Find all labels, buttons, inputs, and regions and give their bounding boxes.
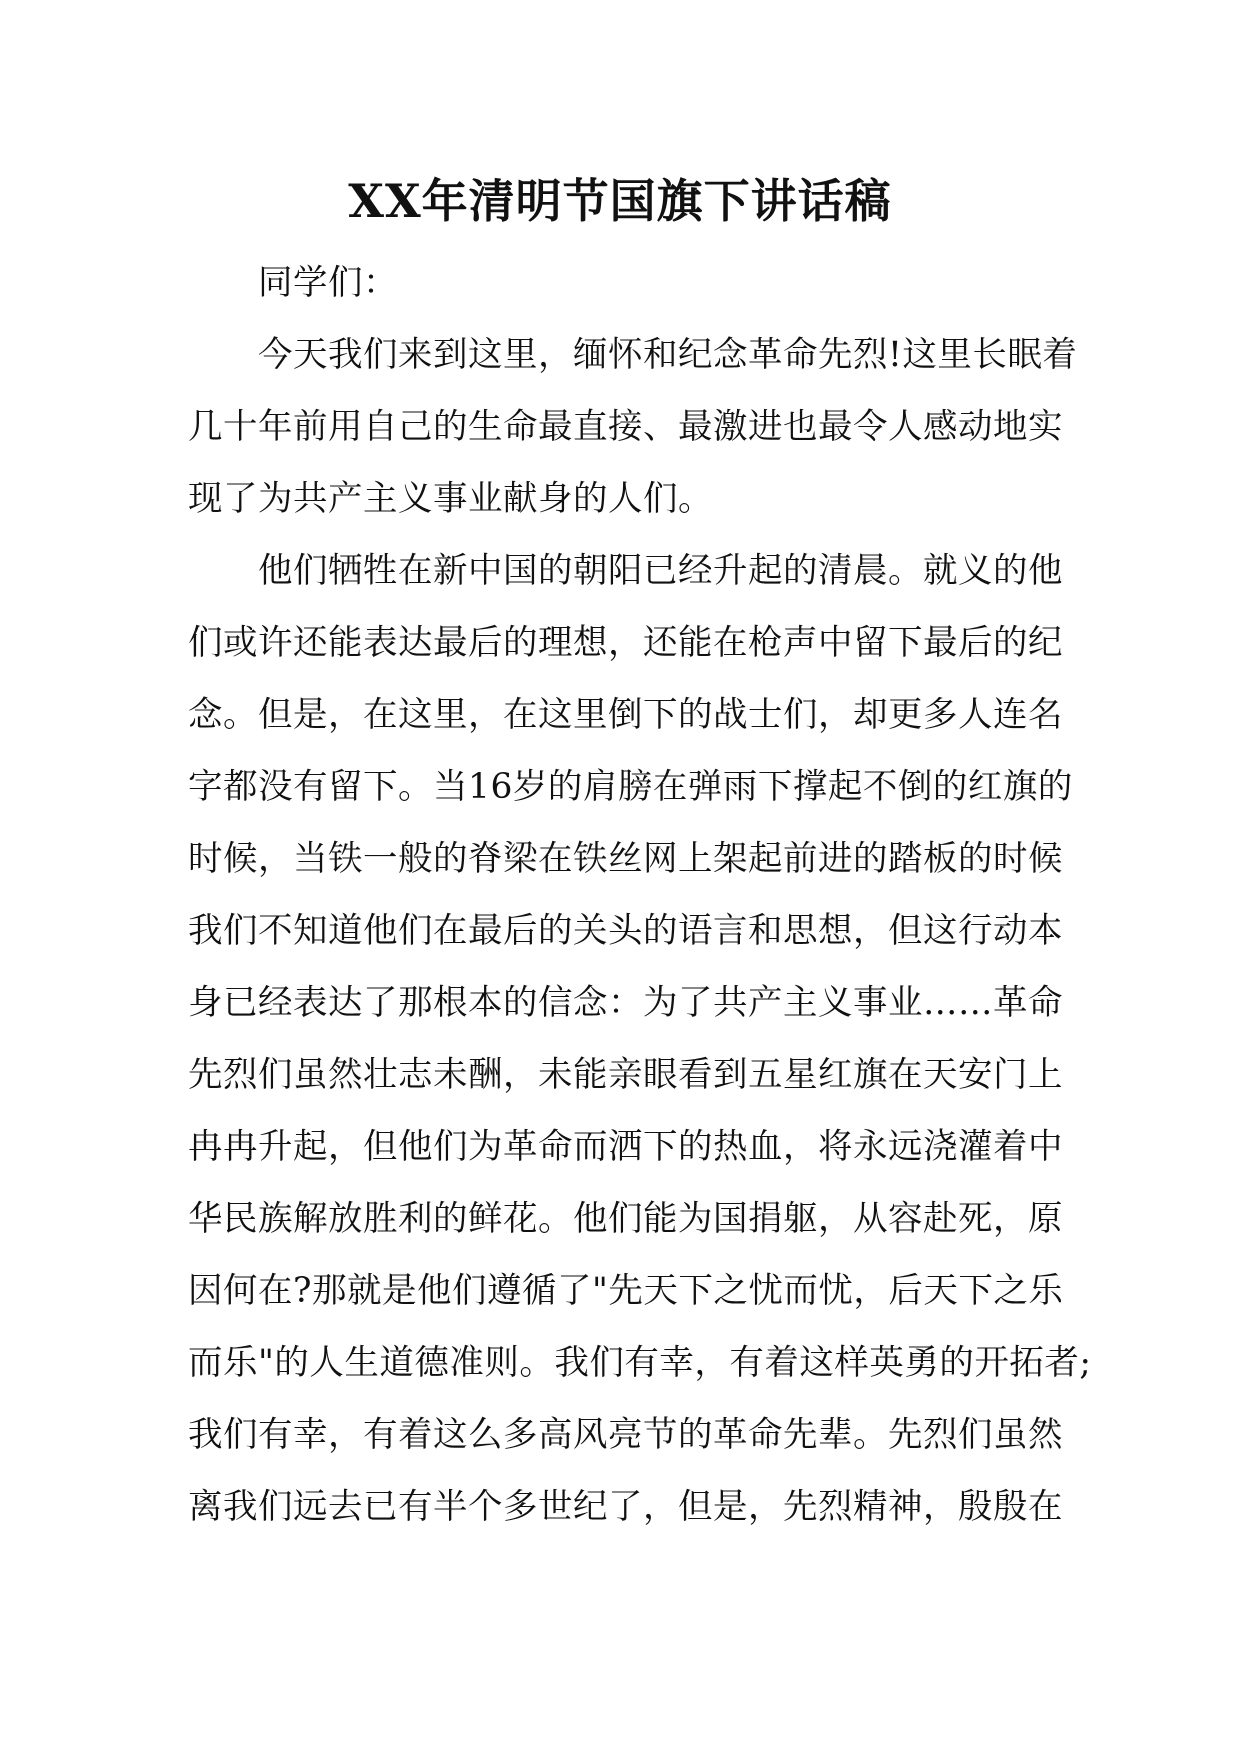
text-line: 我们有幸，有着这么多高风亮节的革命先辈。先烈们虽然	[188, 1415, 1063, 1455]
text-line: 他们牺牲在新中国的朝阳已经升起的清晨。就义的他	[188, 551, 1063, 591]
text-line: 因何在?那就是他们遵循了"先天下之忧而忧，后天下之乐	[188, 1271, 1064, 1311]
text-line: 念。但是，在这里，在这里倒下的战士们，却更多人连名	[188, 695, 1063, 735]
text-line: 而乐"的人生道德准则。我们有幸，有着这样英勇的开拓者;	[188, 1343, 1092, 1383]
text-line: 我们不知道他们在最后的关头的语言和思想，但这行动本	[188, 911, 1063, 951]
text-line: 冉冉升起，但他们为革命而洒下的热血，将永远浇灌着中	[188, 1127, 1063, 1167]
text-line: 时候，当铁一般的脊梁在铁丝网上架起前进的踏板的时候	[188, 839, 1063, 879]
text-line: 今天我们来到这里，缅怀和纪念革命先烈!这里长眠着	[188, 335, 1078, 375]
text-line: 先烈们虽然壮志未酬，未能亲眼看到五星红旗在天安门上	[188, 1055, 1063, 1095]
text-line: 们或许还能表达最后的理想，还能在枪声中留下最后的纪	[188, 623, 1063, 663]
text-line: 离我们远去已有半个多世纪了，但是，先烈精神，殷殷在	[188, 1487, 1063, 1527]
text-line: 同学们：	[188, 263, 398, 303]
document-title: XX年清明节国旗下讲话稿	[348, 174, 892, 228]
text-line: 身已经表达了那根本的信念：为了共产主义事业……革命	[188, 983, 1063, 1023]
text-line: 字都没有留下。当16岁的肩膀在弹雨下撑起不倒的红旗的	[188, 767, 1073, 807]
text-line: 现了为共产主义事业献身的人们。	[188, 479, 713, 519]
document-body	[188, 247, 1092, 1543]
text-line: 几十年前用自己的生命最直接、最激进也最令人感动地实	[188, 407, 1063, 447]
text-line: 华民族解放胜利的鲜花。他们能为国捐躯，从容赴死，原	[188, 1199, 1063, 1239]
